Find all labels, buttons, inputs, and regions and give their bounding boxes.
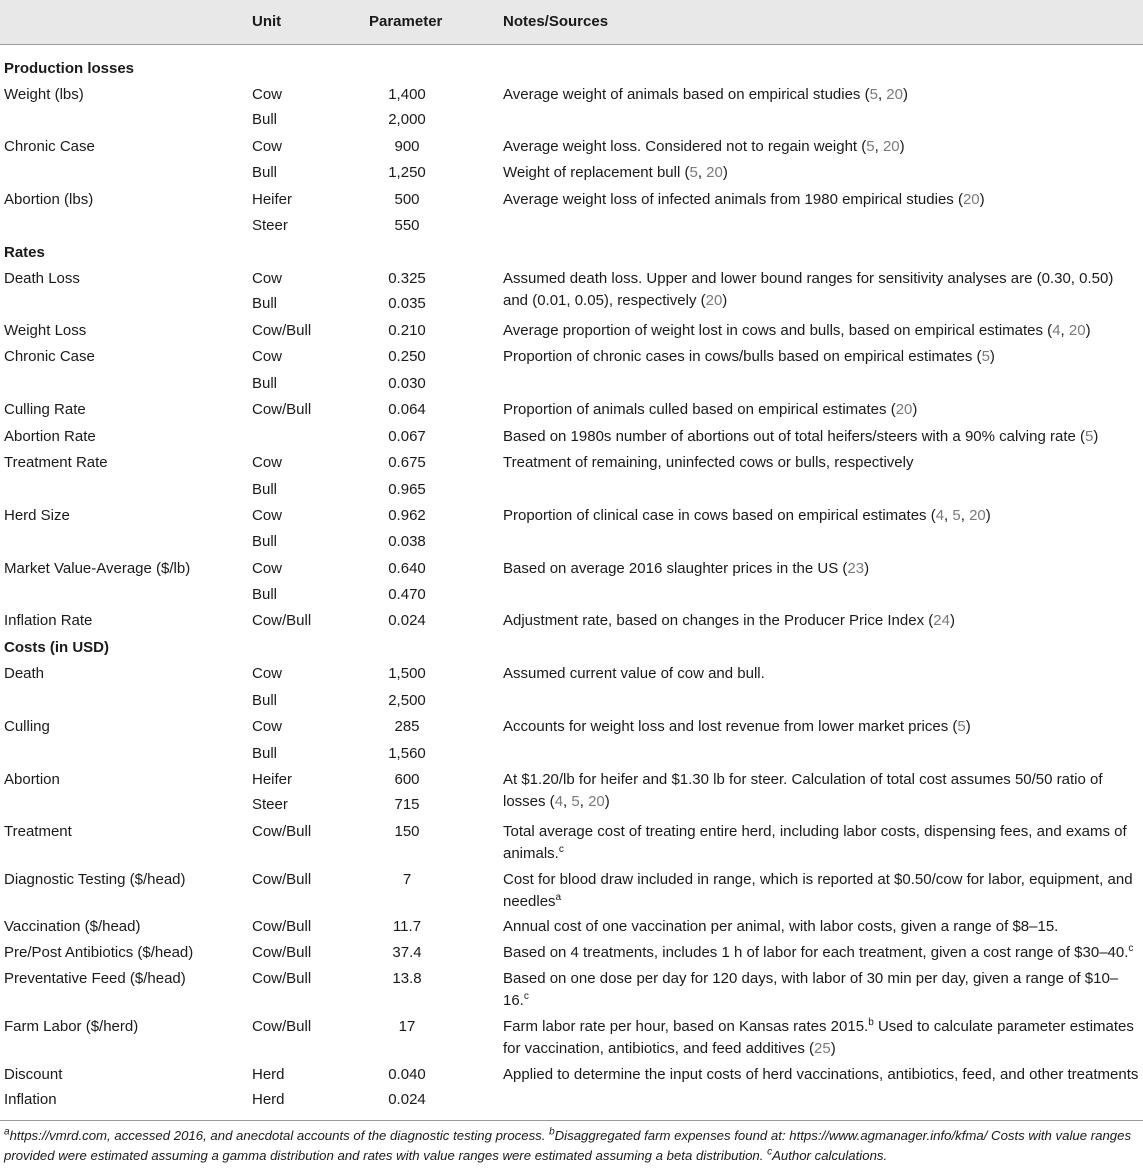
row-unit: Cow/Bull [252,823,312,840]
note-text: ) [1085,322,1091,339]
row-unit: Cow [252,454,283,471]
note-text: Based on 1980s number of abortions out of total heifers/steers with a 90% calving rate ( [503,428,1085,445]
row-label: Chronic Case [4,138,95,155]
row-parameter: 0.210 [388,322,426,339]
note-text: Accounts for weight loss and lost revenue from lower market prices ( [503,718,958,735]
row-parameter: 0.962 [388,507,426,524]
note-text: Adjustment rate, based on changes in the Producer Price Index ( [503,612,934,629]
row-unit: Bull [252,111,278,128]
reference-link[interactable]: 24 [933,612,950,629]
note-text: , [874,138,883,155]
row-parameter: 500 [394,191,420,208]
row-unit: Cow [252,507,283,524]
row-label: Diagnostic Testing ($/head) [4,871,186,888]
row-label: Weight (lbs) [4,86,84,103]
reference-link[interactable]: 4 [1052,322,1061,339]
row-parameter: 2,000 [388,111,426,128]
note-text: Disaggregated farm expenses found at: https://www.agmanager.info/kfma/ Costs with value ranges provided were estimated assuming a gamma distribution and rates with value ranges were estimated assuming a beta distribution. [4,1128,1132,1163]
bottom-rule [0,1120,1143,1121]
note-text: Author calculations. [772,1148,888,1163]
row-unit: Heifer [252,771,293,788]
row-label: Abortion (lbs) [4,191,94,208]
row-parameter: 0.250 [388,348,426,365]
note-text: ) [830,1040,836,1057]
footnote-marker: b [549,1126,555,1138]
note-text: ) [985,507,991,524]
row-parameter: 2,500 [388,692,426,709]
row-notes [503,821,1139,865]
reference-link[interactable]: 20 [706,164,723,181]
footnote-marker: a [555,892,562,903]
row-label: Abortion [4,771,60,788]
row-notes [503,136,1139,158]
row-parameter: 0.067 [388,428,426,445]
row-unit: Cow [252,718,283,735]
row-unit: Cow [252,270,283,287]
reference-link[interactable]: 4 [554,793,564,810]
reference-link[interactable]: 23 [847,560,865,577]
note-text: , [944,507,953,524]
note-text: https://vmrd.com, accessed 2016, and anecdotal accounts of the diagnostic testing process. [9,1128,550,1143]
row-parameter: 1,400 [388,86,426,103]
row-notes [503,189,1139,211]
note-text: ) [989,348,995,365]
row-parameter: 13.8 [392,970,422,987]
footnote-marker: c [523,991,529,1002]
row-notes [503,558,1139,580]
row-unit: Cow/Bull [252,871,312,888]
row-label: Death [4,665,45,682]
row-label: Abortion Rate [4,428,96,445]
row-parameter: 150 [394,823,420,840]
row-notes [503,452,1139,474]
row-unit: Cow [252,138,283,155]
row-unit: Cow/Bull [252,970,312,987]
row-parameter: 715 [394,796,420,813]
row-label: Culling Rate [4,401,86,418]
row-notes [503,268,1139,312]
row-parameter: 0.640 [388,560,426,577]
note-text: ) [979,191,985,208]
row-parameter: 1,500 [388,665,426,682]
row-unit: Herd [252,1066,285,1083]
note-text: , [697,164,707,181]
row-parameter: 285 [394,718,420,735]
reference-link[interactable]: 20 [1068,322,1086,339]
note-text: , [877,86,887,103]
row-unit: Bull [252,164,278,181]
note-text: Proportion of animals culled based on empirical estimates ( [503,401,896,418]
reference-link[interactable]: 20 [895,401,913,418]
note-text: Assumed current value of cow and bull. [503,665,765,682]
note-text: Annual cost of one vaccination per animal, with labor costs, given a range of $8–15. [503,918,1059,935]
note-text: ) [1093,428,1099,445]
footnote-marker: c [558,844,564,855]
row-parameter: 0.675 [388,454,426,471]
row-label: Farm Labor ($/herd) [4,1018,139,1035]
row-unit: Bull [252,375,278,392]
table-footnote [4,1126,1138,1166]
row-parameter: 0.024 [388,1091,426,1108]
row-unit: Bull [252,692,278,709]
reference-link[interactable]: 4 [935,507,945,524]
note-text: ) [722,164,728,181]
note-text: ) [722,292,728,309]
section-heading: Production losses [4,60,135,77]
reference-link[interactable]: 5 [952,507,961,524]
row-unit: Bull [252,745,278,762]
footnote-marker: b [868,1017,874,1028]
row-parameter: 0.035 [388,295,426,312]
row-notes [503,916,1139,938]
row-notes [503,505,1139,527]
row-notes [503,1064,1139,1086]
note-text: Proportion of clinical case in cows based on empirical estimates ( [503,507,936,524]
reference-link[interactable]: 5 [957,718,966,735]
reference-link[interactable]: 20 [962,191,980,208]
row-notes [503,869,1139,913]
row-notes [503,426,1139,448]
reference-link[interactable]: 5 [866,138,875,155]
row-notes [503,162,1139,184]
row-label: Preventative Feed ($/head) [4,970,186,987]
note-text: Average proportion of weight lost in cows and bulls, based on empirical estimates ( [503,322,1053,339]
row-unit: Bull [252,533,278,550]
note-text: ) [965,718,971,735]
row-unit: Bull [252,481,278,498]
note-text: ) [864,560,870,577]
row-unit: Cow/Bull [252,944,312,961]
note-text: , [960,507,970,524]
row-label: Death Loss [4,270,80,287]
note-text: Average weight loss of infected animals from 1980 empirical studies ( [503,191,963,208]
note-text: ) [604,793,610,810]
row-unit: Cow/Bull [252,322,312,339]
reference-link[interactable]: 20 [882,138,900,155]
note-text: Average weight of animals based on empirical studies ( [503,86,870,103]
reference-link[interactable]: 5 [981,348,990,365]
section-heading: Rates [4,244,45,261]
row-notes [503,610,1139,632]
row-unit: Cow [252,665,283,682]
note-text: Farm labor rate per hour, based on Kansas rates 2015. [503,1018,869,1035]
reference-link[interactable]: 20 [969,507,986,524]
row-unit: Cow/Bull [252,612,312,629]
reference-link[interactable]: 5 [869,86,878,103]
note-text: Based on average 2016 slaughter prices in the US ( [503,560,848,577]
row-label: Inflation Rate [4,612,93,629]
note-text: Average weight loss. Considered not to regain weight ( [503,138,867,155]
note-text: Used to calculate parameter estimates for vaccination, antibiotics, and feed additives ( [503,1018,1134,1057]
row-parameter: 17 [398,1018,416,1035]
row-parameter: 0.030 [388,375,426,392]
note-text: ) [902,86,908,103]
row-notes [503,663,1139,685]
row-label: Weight Loss [4,322,87,339]
footnote-marker: c [1128,943,1134,954]
row-label: Treatment Rate [4,454,108,471]
note-text: , [563,793,572,810]
row-notes [503,942,1139,964]
note-text: Total average cost of treating entire herd, including labor costs, dispensing fees, and exams of animals. [503,823,1127,862]
row-label: Vaccination ($/head) [4,918,141,935]
note-text: Weight of replacement bull ( [503,164,690,181]
row-unit: Cow [252,348,283,365]
row-label: Pre/Post Antibiotics ($/head) [4,944,194,961]
row-label: Chronic Case [4,348,95,365]
row-notes [503,968,1139,1012]
note-text: ) [899,138,905,155]
row-unit: Cow [252,560,283,577]
row-label: Herd Size [4,507,70,524]
header-notes: Notes/Sources [503,13,609,30]
row-label: Market Value-Average ($/lb) [4,560,191,577]
row-unit: Steer [252,796,288,813]
note-text: ) [912,401,918,418]
row-parameter: 1,560 [388,745,426,762]
row-parameter: 0.470 [388,586,426,603]
row-notes [503,399,1139,421]
section-heading: Costs (in USD) [4,639,109,656]
note-text: Based on one dose per day for 120 days, with labor of 30 min per day, given a range of $10–16. [503,970,1119,1009]
row-unit: Steer [252,217,288,234]
reference-link[interactable]: 20 [588,793,605,810]
row-unit: Cow/Bull [252,401,312,418]
row-unit: Heifer [252,191,293,208]
footnote-marker: c [767,1146,773,1158]
row-parameter: 0.965 [388,481,426,498]
header-unit: Unit [252,13,282,30]
row-unit: Bull [252,586,278,603]
reference-link[interactable]: 5 [689,164,698,181]
note-text: , [579,793,589,810]
header-parameter: Parameter [369,13,443,30]
row-label: Culling [4,718,50,735]
row-notes [503,716,1139,738]
row-parameter: 600 [394,771,420,788]
row-parameter: 11.7 [392,918,422,935]
reference-link[interactable]: 5 [571,793,580,810]
row-parameter: 550 [394,217,420,234]
note-text: Based on 4 treatments, includes 1 h of labor for each treatment, given a cost range of $30–40. [503,944,1129,961]
row-notes [503,769,1139,813]
row-unit: Herd [252,1091,285,1108]
row-notes [503,320,1139,342]
row-parameter: 0.325 [388,270,426,287]
reference-link[interactable]: 5 [1085,428,1094,445]
note-text: At $1.20/lb for heifer and $1.30 lb for steer. Calculation of total cost assumes 50/50 ratio of losses ( [503,771,1103,810]
row-label: Discount [4,1066,63,1083]
row-label: Treatment [4,823,72,840]
reference-link[interactable]: 20 [886,86,903,103]
row-unit: Cow [252,86,283,103]
row-notes [503,84,1139,106]
row-parameter: 900 [394,138,420,155]
row-notes [503,346,1139,368]
header-rule [0,44,1143,45]
row-parameter: 37.4 [392,944,422,961]
note-text: , [1060,322,1069,339]
row-unit: Cow/Bull [252,918,312,935]
row-notes [503,1016,1139,1060]
row-parameter: 1,250 [388,164,426,181]
note-text: Assumed death loss. Upper and lower bound ranges for sensitivity analyses are (0.30, 0.50) and (0.01, 0.05), respectively ( [503,270,1114,309]
reference-link[interactable]: 25 [814,1040,831,1057]
row-unit: Cow/Bull [252,1018,312,1035]
row-unit: Bull [252,295,278,312]
note-text: Treatment of remaining, uninfected cows or bulls, respectively [503,454,914,471]
note-text: Proportion of chronic cases in cows/bulls based on empirical estimates ( [503,348,982,365]
footnote-marker: a [4,1126,10,1138]
note-text: Cost for blood draw included in range, which is reported at $0.50/cow for labor, equipment, and needles [503,871,1133,910]
row-label: Inflation [4,1091,57,1108]
note-text: ) [949,612,955,629]
note-text: Applied to determine the input costs of herd vaccinations, antibiotics, feed, and other treatments [503,1066,1139,1083]
row-parameter: 0.024 [388,612,426,629]
row-parameter: 7 [402,871,412,888]
reference-link[interactable]: 20 [705,292,723,309]
row-parameter: 0.040 [388,1066,426,1083]
row-parameter: 0.038 [388,533,426,550]
row-parameter: 0.064 [388,401,426,418]
